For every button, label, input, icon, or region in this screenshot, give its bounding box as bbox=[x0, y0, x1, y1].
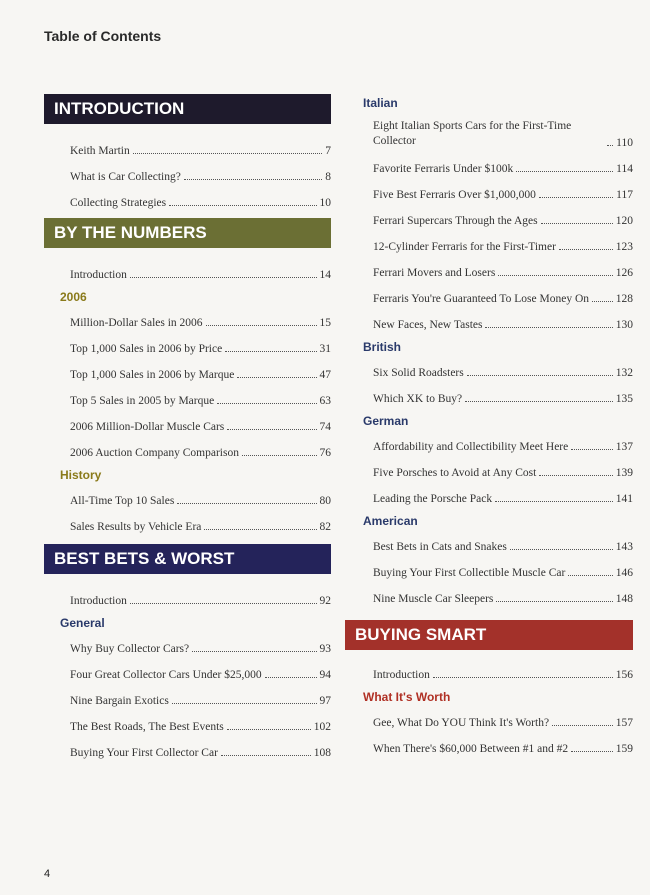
dot-leader bbox=[177, 503, 316, 504]
dot-leader bbox=[495, 501, 613, 502]
toc-right-column bbox=[345, 92, 633, 760]
dot-leader bbox=[568, 575, 612, 576]
entries-worth bbox=[345, 708, 633, 760]
toc-entry-title: Million-Dollar Sales in 2006 bbox=[70, 317, 203, 329]
toc-entry-page: 82 bbox=[319, 521, 331, 533]
dot-leader bbox=[225, 351, 316, 352]
toc-entry-title: Which XK to Buy? bbox=[373, 393, 463, 405]
dot-leader bbox=[227, 429, 316, 430]
toc-entry bbox=[70, 260, 331, 286]
dot-leader bbox=[467, 375, 613, 376]
dot-leader bbox=[539, 197, 613, 198]
introduction-entries bbox=[44, 136, 331, 214]
section-introduction: INTRODUCTION bbox=[44, 94, 331, 124]
toc-entry bbox=[373, 180, 633, 206]
toc-entry-title: When There's $60,000 Between #1 and #2 bbox=[373, 743, 569, 755]
toc-entry bbox=[70, 486, 331, 512]
dot-leader bbox=[192, 651, 316, 652]
subheading-american: American bbox=[363, 514, 418, 528]
toc-entry bbox=[373, 484, 633, 510]
toc-entry bbox=[70, 136, 331, 162]
toc-entry-title: Five Best Ferraris Over $1,000,000 bbox=[373, 189, 536, 201]
section-buying-smart: BUYING SMART bbox=[345, 620, 633, 650]
toc-entry bbox=[70, 660, 331, 686]
toc-entry-title: Ferrari Supercars Through the Ages bbox=[373, 215, 538, 227]
toc-entry-title: Top 1,000 Sales in 2006 by Marque bbox=[70, 369, 235, 381]
toc-entry-title: Top 5 Sales in 2005 by Marque bbox=[70, 395, 215, 407]
dot-leader bbox=[552, 725, 613, 726]
toc-entry bbox=[70, 686, 331, 712]
toc-entry-page: 110 bbox=[616, 137, 633, 149]
toc-entry-title: Introduction bbox=[70, 269, 127, 281]
toc-entry-page: 114 bbox=[616, 163, 633, 175]
toc-entry bbox=[373, 558, 633, 584]
dot-leader bbox=[265, 677, 317, 678]
toc-entry-page: 74 bbox=[319, 421, 331, 433]
toc-entry bbox=[373, 734, 633, 760]
section-by-the-numbers: BY THE NUMBERS bbox=[44, 218, 331, 248]
dot-leader bbox=[607, 145, 613, 146]
toc-entry-page: 146 bbox=[615, 567, 633, 579]
subheading-german: German bbox=[363, 414, 409, 428]
toc-entry-page: 94 bbox=[319, 669, 331, 681]
dot-leader bbox=[592, 301, 613, 302]
toc-entry-title: The Best Roads, The Best Events bbox=[70, 721, 224, 733]
dot-leader bbox=[204, 529, 316, 530]
toc-entry bbox=[70, 188, 331, 214]
toc-entry bbox=[373, 660, 633, 686]
page-number: 4 bbox=[44, 868, 51, 880]
toc-entry-page: 139 bbox=[615, 467, 633, 479]
toc-entry-title: Five Porsches to Avoid at Any Cost bbox=[373, 467, 537, 479]
toc-entry-title: Nine Bargain Exotics bbox=[70, 695, 169, 707]
entries-general bbox=[44, 634, 331, 764]
toc-entry-title: Ferraris You're Guaranteed To Lose Money On bbox=[373, 293, 589, 305]
toc-entry bbox=[373, 584, 633, 610]
toc-entry-page: 92 bbox=[319, 595, 331, 607]
dot-leader bbox=[130, 603, 317, 604]
subheading-british: British bbox=[363, 340, 402, 354]
toc-entry-page: 157 bbox=[615, 717, 633, 729]
toc-entry-title: 12-Cylinder Ferraris for the First-Timer bbox=[373, 241, 556, 253]
toc-entry-title: Nine Muscle Car Sleepers bbox=[373, 593, 494, 605]
numbers-intro-entries bbox=[44, 260, 331, 286]
subheading-history: History bbox=[60, 468, 102, 482]
toc-entry-page: 80 bbox=[319, 495, 331, 507]
dot-leader bbox=[130, 277, 317, 278]
page-header: Table of Contents bbox=[44, 28, 162, 44]
toc-entry-page: 108 bbox=[313, 747, 331, 759]
toc-entry bbox=[373, 232, 633, 258]
toc-entry-title: Affordability and Collectibility Meet Here bbox=[373, 441, 569, 453]
toc-left-column bbox=[44, 94, 331, 764]
toc-entry bbox=[70, 738, 331, 764]
toc-entry bbox=[373, 206, 633, 232]
toc-entry-title: Keith Martin bbox=[70, 145, 130, 157]
toc-entry-page: 159 bbox=[615, 743, 633, 755]
toc-entry bbox=[70, 308, 331, 334]
section-best-bets: BEST BETS & WORST bbox=[44, 544, 331, 574]
toc-entry-page: 148 bbox=[615, 593, 633, 605]
dot-leader bbox=[510, 549, 613, 550]
toc-entry-title: Collecting Strategies bbox=[70, 197, 167, 209]
toc-entry-title: Gee, What Do YOU Think It's Worth? bbox=[373, 717, 550, 729]
toc-entry-page: 135 bbox=[615, 393, 633, 405]
dot-leader bbox=[242, 455, 317, 456]
toc-entry-page: 47 bbox=[319, 369, 331, 381]
toc-entry bbox=[373, 154, 633, 180]
toc-entry-page: 117 bbox=[616, 189, 633, 201]
entries-history bbox=[44, 486, 331, 538]
toc-entry-title: Six Solid Roadsters bbox=[373, 367, 464, 379]
toc-entry-title: Top 1,000 Sales in 2006 by Price bbox=[70, 343, 223, 355]
toc-entry-page: 128 bbox=[615, 293, 633, 305]
toc-entry-page: 93 bbox=[319, 643, 331, 655]
toc-entry-title: What is Car Collecting? bbox=[70, 171, 181, 183]
dot-leader bbox=[496, 601, 612, 602]
entries-american bbox=[345, 532, 633, 610]
toc-entry-page: 8 bbox=[325, 171, 331, 183]
dot-leader bbox=[516, 171, 613, 172]
toc-entry bbox=[70, 162, 331, 188]
toc-entry-page: 132 bbox=[615, 367, 633, 379]
toc-entry-page: 31 bbox=[319, 343, 331, 355]
dot-leader bbox=[571, 449, 613, 450]
subheading-italian: Italian bbox=[363, 96, 398, 110]
dot-leader bbox=[559, 249, 613, 250]
toc-entry-page: 97 bbox=[319, 695, 331, 707]
toc-entry-page: 15 bbox=[319, 317, 331, 329]
toc-entry bbox=[70, 438, 331, 464]
bestbets-intro-entries bbox=[44, 586, 331, 612]
toc-entry-page: 63 bbox=[319, 395, 331, 407]
dot-leader bbox=[541, 223, 613, 224]
subheading-whats-it-worth: What It's Worth bbox=[363, 690, 451, 704]
dot-leader bbox=[217, 403, 316, 404]
toc-entry bbox=[373, 358, 633, 384]
toc-entry-title: Four Great Collector Cars Under $25,000 bbox=[70, 669, 262, 681]
toc-entry-title: Why Buy Collector Cars? bbox=[70, 643, 190, 655]
toc-entry-title: Buying Your First Collector Car bbox=[70, 747, 218, 759]
toc-entry bbox=[70, 386, 331, 412]
toc-entry-page: 10 bbox=[319, 197, 331, 209]
toc-entry bbox=[373, 310, 633, 336]
toc-entry bbox=[373, 114, 633, 154]
toc-entry-page: 76 bbox=[319, 447, 331, 459]
entries-2006 bbox=[44, 308, 331, 464]
toc-entry bbox=[70, 360, 331, 386]
toc-entry bbox=[373, 532, 633, 558]
toc-entry bbox=[373, 384, 633, 410]
toc-entry bbox=[70, 334, 331, 360]
toc-entry-page: 156 bbox=[615, 669, 633, 681]
toc-entry-title: All-Time Top 10 Sales bbox=[70, 495, 175, 507]
buying-intro-entries bbox=[345, 660, 633, 686]
dot-leader bbox=[184, 179, 322, 180]
toc-entry bbox=[373, 432, 633, 458]
toc-entry-title: Eight Italian Sports Cars for the First-Time Collector bbox=[373, 120, 572, 147]
dot-leader bbox=[227, 729, 311, 730]
toc-entry-title: 2006 Million-Dollar Muscle Cars bbox=[70, 421, 225, 433]
toc-entry-page: 102 bbox=[313, 721, 331, 733]
dot-leader bbox=[571, 751, 613, 752]
toc-entry-title: Best Bets in Cats and Snakes bbox=[373, 541, 507, 553]
toc-entry-page: 120 bbox=[615, 215, 633, 227]
toc-entry bbox=[373, 458, 633, 484]
toc-entry-page: 14 bbox=[319, 269, 331, 281]
toc-entry-title: Sales Results by Vehicle Era bbox=[70, 521, 202, 533]
entries-british bbox=[345, 358, 633, 410]
toc-entry-title: Introduction bbox=[70, 595, 127, 607]
toc-entry bbox=[373, 284, 633, 310]
entries-german bbox=[345, 432, 633, 510]
subheading-general: General bbox=[60, 616, 105, 630]
entries-italian bbox=[345, 114, 633, 336]
toc-entry-title: Leading the Porsche Pack bbox=[373, 493, 493, 505]
toc-entry bbox=[70, 412, 331, 438]
toc-entry-page: 130 bbox=[615, 319, 633, 331]
dot-leader bbox=[539, 475, 612, 476]
toc-entry bbox=[70, 512, 331, 538]
toc-entry bbox=[70, 634, 331, 660]
toc-entry bbox=[70, 712, 331, 738]
dot-leader bbox=[237, 377, 316, 378]
dot-leader bbox=[498, 275, 612, 276]
toc-entry bbox=[373, 258, 633, 284]
toc-entry bbox=[70, 586, 331, 612]
dot-leader bbox=[221, 755, 311, 756]
dot-leader bbox=[465, 401, 613, 402]
dot-leader bbox=[172, 703, 317, 704]
toc-entry-title: Ferrari Movers and Losers bbox=[373, 267, 496, 279]
toc-entry-title: Introduction bbox=[373, 669, 430, 681]
subheading-2006: 2006 bbox=[60, 290, 87, 304]
toc-entry-page: 126 bbox=[615, 267, 633, 279]
dot-leader bbox=[485, 327, 612, 328]
toc-entry-page: 123 bbox=[615, 241, 633, 253]
dot-leader bbox=[206, 325, 317, 326]
toc-entry-title: New Faces, New Tastes bbox=[373, 319, 483, 331]
toc-entry-page: 141 bbox=[615, 493, 633, 505]
toc-entry-page: 7 bbox=[325, 145, 331, 157]
dot-leader bbox=[169, 205, 316, 206]
toc-entry-page: 137 bbox=[615, 441, 633, 453]
toc-entry bbox=[373, 708, 633, 734]
toc-entry-title: Favorite Ferraris Under $100k bbox=[373, 163, 514, 175]
toc-entry-title: Buying Your First Collectible Muscle Car bbox=[373, 567, 566, 579]
toc-entry-page: 143 bbox=[615, 541, 633, 553]
toc-entry-title: 2006 Auction Company Comparison bbox=[70, 447, 239, 459]
dot-leader bbox=[133, 153, 323, 154]
dot-leader bbox=[433, 677, 613, 678]
